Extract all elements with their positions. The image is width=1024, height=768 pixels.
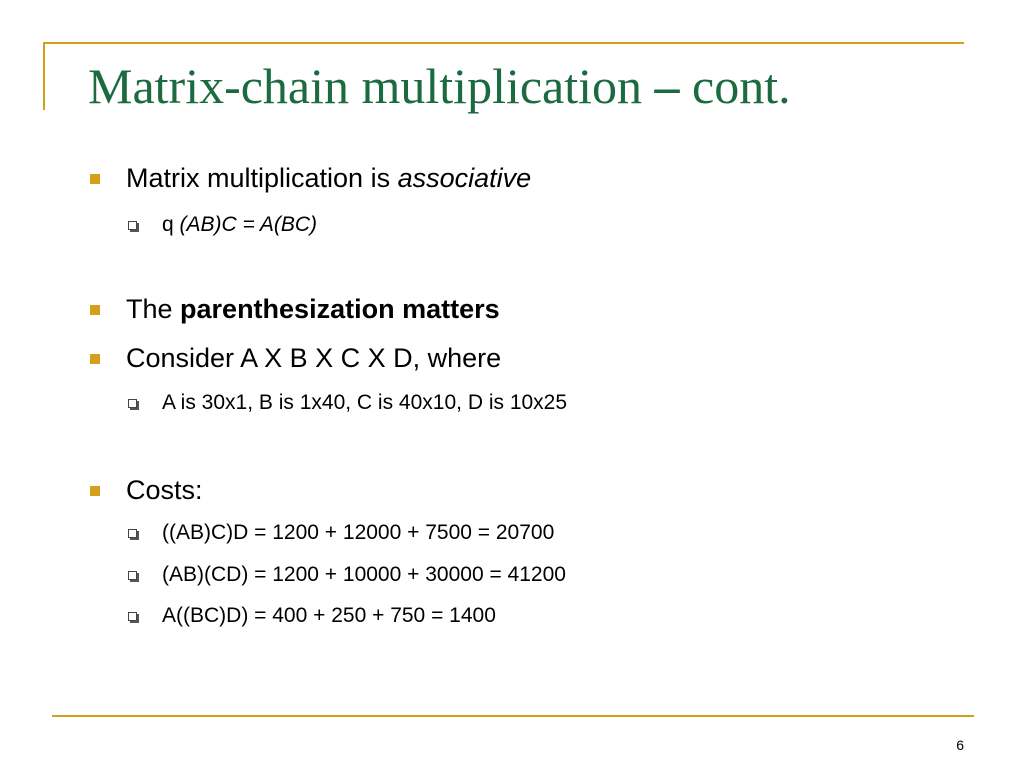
bullet-strong: parenthesization matters <box>180 294 500 324</box>
subbullet-marker-letter: q <box>162 213 180 236</box>
checkbox-bullet-icon <box>128 571 137 580</box>
square-bullet-icon <box>90 354 100 364</box>
bullet-text: Costs: <box>126 475 203 505</box>
subbullet-text: A is 30x1, B is 1x40, C is 40x10, D is 10x25 <box>162 391 568 414</box>
bullet-text: Consider A X B X C X D, where <box>126 343 502 373</box>
subbullet-text: (AB)(CD) = 1200 + 10000 + 30000 = 41200 <box>162 563 566 586</box>
subbullet-cost-2 <box>162 562 566 588</box>
title-dash: – <box>654 58 680 114</box>
footer-rule <box>52 715 974 717</box>
title-tail: cont. <box>679 58 791 114</box>
bullet-associative <box>126 162 531 194</box>
frame-top-rule <box>44 42 964 44</box>
bullet-emphasis: associative <box>397 163 532 193</box>
title-main: Matrix-chain multiplication <box>88 58 655 114</box>
bullet-parenthesization <box>126 293 500 325</box>
frame-left-rule <box>43 42 45 110</box>
slide-title <box>88 56 791 116</box>
subbullet-text: ((AB)C)D = 1200 + 12000 + 7500 = 20700 <box>162 521 555 544</box>
subbullet-text: (AB)C = A(BC) <box>179 213 317 236</box>
square-bullet-icon <box>90 486 100 496</box>
subbullet-cost-1 <box>162 520 554 546</box>
square-bullet-icon <box>90 305 100 315</box>
subbullet-dimensions <box>162 390 567 416</box>
bullet-text: Matrix multiplication is <box>126 163 398 193</box>
page-number: 6 <box>956 737 964 753</box>
checkbox-bullet-icon <box>128 529 137 538</box>
square-bullet-icon <box>90 174 100 184</box>
subbullet-text: A((BC)D) = 400 + 250 + 750 = 1400 <box>162 604 496 627</box>
bullet-consider <box>126 342 501 374</box>
checkbox-bullet-icon <box>128 399 137 408</box>
bullet-text: The <box>126 294 181 324</box>
bullet-costs <box>126 474 203 506</box>
subbullet-cost-3 <box>162 603 496 629</box>
checkbox-bullet-icon <box>128 612 137 621</box>
subbullet-associativity-rule <box>162 212 317 238</box>
checkbox-bullet-icon <box>128 221 137 230</box>
